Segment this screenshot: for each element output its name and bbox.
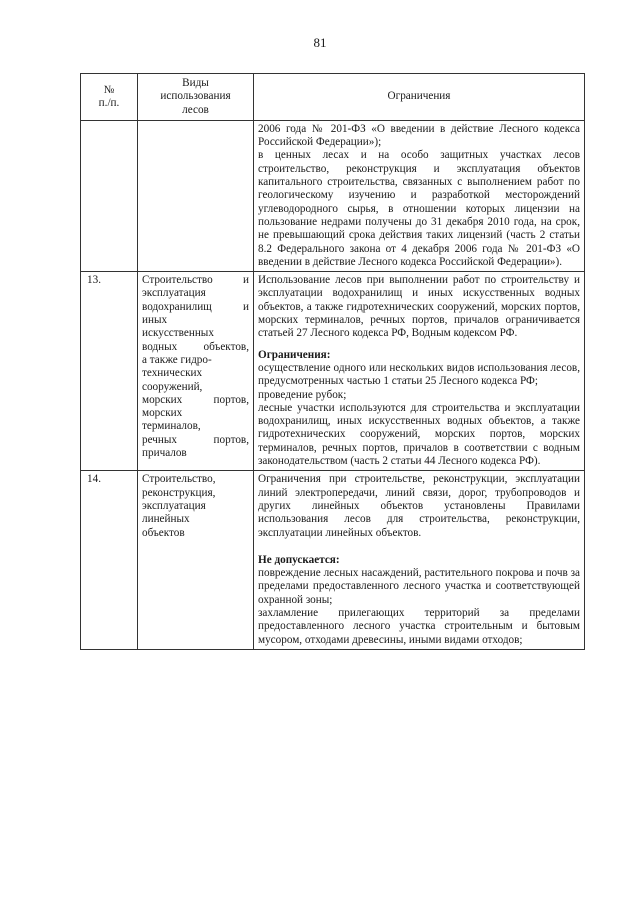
intro-paragraph: Ограничения при строительстве, реконструкции, эксплуатации линий электропередачи, линий связи, дорог, трубопроводов и других линейных объектов установлены Правилами использования лесов для строительства, реконструкции, эксплуатации линейных объектов. [258, 473, 580, 539]
type-line: реконструкция, [142, 486, 216, 499]
restriction-item: проведение рубок; [258, 388, 347, 401]
row-type-cell [138, 471, 254, 650]
header-number: № п./п. [81, 74, 138, 121]
continuation-paragraph: в ценных лесах и на особо защитных участках лесов строительство, реконструкция и эксплуатация объектов капитального строительства, связанных с выполнением работ по геологическому изучению и разработкой месторождений углеводородного сырья, в отношении которых лицензии на пользование недрами получены до 31 декабря 2010 года, на срок, не превышающий срока действия таких лицензий (часть 2 статьи 8.2 Федерального закона от 4 декабря 2006 года № 201-ФЗ «О введении в действие Лесного кодекса Российской Федерации»). [258, 149, 580, 268]
row-number: 13. [81, 272, 138, 471]
type-line: иных [142, 314, 168, 327]
type-line: причалов [142, 447, 187, 460]
type-line: водных объектов, [142, 340, 249, 353]
type-line: терминалов, [142, 420, 201, 433]
restriction-item: лесные участки используются для строительства и эксплуатации водохранилищ, иных искусственных водных объектов, а также гидротехнических сооружений, морских портов, морских терминалов, речных портов, причалов в соответствии с водным законодательством (часть 2 статьи 44 Лесного кодекса РФ). [258, 401, 580, 468]
type-line: водохранилищ и [142, 300, 249, 313]
page-number: 81 [313, 35, 327, 50]
prohibition-item: повреждение лесных насаждений, растительного покрова и почв за пределами предоставленного лесного участка и соответствующей охранной зоны; [258, 567, 580, 606]
type-line: морских портов, [142, 393, 249, 406]
type-line: эксплуатация [142, 499, 206, 512]
type-line: Строительство, [142, 473, 216, 486]
prohibition-item: захламление прилегающих территорий за пределами предоставленного лесного участка строительным и бытовым мусором, отходами древесины, иными видами отходов; [258, 606, 580, 646]
type-line: эксплуатация [142, 287, 206, 300]
header-forest-use-type: Виды использования лесов [138, 74, 254, 121]
type-line: линейных [142, 513, 190, 526]
type-line: морских [142, 407, 183, 420]
row-restrictions-cell [254, 272, 585, 471]
intro-paragraph: Использование лесов при выполнении работ по строительству и эксплуатации водохранилищ и иных искусственных водных объектов, а также гидротехнических сооружений, морских портов, морских терминалов, речных портов, причалов ограничивается статьей 27 Лесного кодекса РФ, Водным кодексом РФ. [258, 274, 580, 340]
cell-type-empty [138, 120, 254, 271]
table-row-13 [81, 272, 585, 471]
type-line: технических [142, 367, 203, 380]
prohibitions-heading: Не допускается: [258, 553, 340, 566]
type-line: сооружений, [142, 380, 203, 393]
type-line: объектов [142, 526, 185, 539]
type-line: речных портов, [142, 433, 249, 446]
type-line: Строительство и [142, 274, 249, 287]
header-restrictions: Ограничения [254, 74, 585, 121]
restriction-item: осуществление одного или нескольких видов использования лесов, предусмотренных частью 1 статьи 25 Лесного кодекса РФ; [258, 361, 580, 388]
row-number: 14. [81, 471, 138, 650]
row-type-cell [138, 272, 254, 471]
cell-num-empty [81, 120, 138, 271]
table-header-row [81, 74, 585, 121]
spacer [258, 540, 580, 554]
table-row-14 [81, 471, 585, 650]
restrictions-table [80, 73, 585, 650]
table-row-continuation [81, 120, 585, 271]
type-line: искусственных [142, 327, 214, 340]
row-restrictions-cell [254, 471, 585, 650]
continuation-paragraph: 2006 года № 201-ФЗ «О введении в действие Лесного кодекса Российской Федерации»); [258, 122, 580, 149]
cell-continuation [254, 120, 585, 271]
type-line: а также гидро- [142, 353, 212, 366]
restrictions-heading: Ограничения: [258, 348, 331, 361]
